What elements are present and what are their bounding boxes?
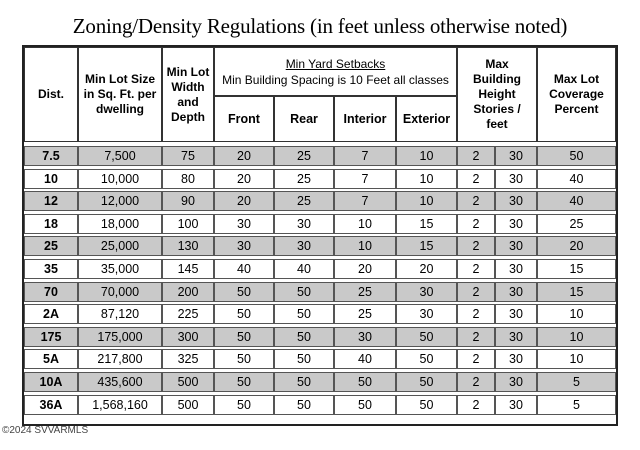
cell-coverage: 15 <box>537 282 616 302</box>
header-rear: Rear <box>274 96 334 142</box>
cell-front: 40 <box>214 259 274 279</box>
cell-interior: 10 <box>334 236 396 256</box>
cell-dist: 2A <box>24 304 78 324</box>
cell-dist: 10A <box>24 372 78 392</box>
cell-rear: 50 <box>274 349 334 369</box>
cell-interior: 7 <box>334 146 396 166</box>
cell-dist: 5A <box>24 349 78 369</box>
cell-dist: 35 <box>24 259 78 279</box>
cell-feet: 30 <box>495 304 537 324</box>
yard-setbacks-title: Min Yard Setbacks <box>285 56 386 71</box>
header-exterior: Exterior <box>396 96 457 142</box>
zoning-table <box>22 45 618 426</box>
cell-dist: 10 <box>24 169 78 189</box>
cell-dist: 25 <box>24 236 78 256</box>
cell-interior: 50 <box>334 395 396 415</box>
cell-width: 300 <box>162 327 214 347</box>
cell-feet: 30 <box>495 327 537 347</box>
cell-front: 20 <box>214 146 274 166</box>
cell-width: 500 <box>162 372 214 392</box>
cell-stories: 2 <box>457 282 495 302</box>
cell-width: 90 <box>162 191 214 211</box>
yard-setbacks-note: Min Building Spacing is 10 Feet all classes <box>222 72 449 87</box>
cell-feet: 30 <box>495 146 537 166</box>
cell-coverage: 5 <box>537 395 616 415</box>
cell-coverage: 10 <box>537 349 616 369</box>
cell-rear: 30 <box>274 236 334 256</box>
cell-width: 145 <box>162 259 214 279</box>
table-row <box>24 190 616 212</box>
cell-front: 50 <box>214 372 274 392</box>
cell-dist: 70 <box>24 282 78 302</box>
copyright-notice: ©2024 SVVARMLS <box>2 425 89 436</box>
table-row <box>24 281 616 303</box>
cell-exterior: 20 <box>396 259 457 279</box>
cell-stories: 2 <box>457 327 495 347</box>
cell-exterior: 50 <box>396 327 457 347</box>
cell-size: 175,000 <box>78 327 162 347</box>
cell-coverage: 10 <box>537 327 616 347</box>
table-row <box>24 303 616 325</box>
cell-interior: 7 <box>334 169 396 189</box>
cell-front: 30 <box>214 236 274 256</box>
cell-dist: 12 <box>24 191 78 211</box>
cell-rear: 25 <box>274 146 334 166</box>
cell-stories: 2 <box>457 395 495 415</box>
table-row <box>24 168 616 190</box>
cell-size: 70,000 <box>78 282 162 302</box>
cell-exterior: 50 <box>396 372 457 392</box>
cell-front: 30 <box>214 214 274 234</box>
cell-size: 18,000 <box>78 214 162 234</box>
cell-coverage: 25 <box>537 214 616 234</box>
cell-size: 35,000 <box>78 259 162 279</box>
cell-coverage: 20 <box>537 236 616 256</box>
cell-feet: 30 <box>495 214 537 234</box>
cell-width: 225 <box>162 304 214 324</box>
cell-feet: 30 <box>495 282 537 302</box>
table-row <box>24 235 616 257</box>
header-yard-setbacks <box>214 47 457 96</box>
cell-size: 7,500 <box>78 146 162 166</box>
cell-rear: 50 <box>274 327 334 347</box>
cell-feet: 30 <box>495 349 537 369</box>
cell-feet: 30 <box>495 372 537 392</box>
cell-dist: 36A <box>24 395 78 415</box>
cell-interior: 30 <box>334 327 396 347</box>
cell-coverage: 5 <box>537 372 616 392</box>
cell-rear: 50 <box>274 372 334 392</box>
cell-stories: 2 <box>457 191 495 211</box>
cell-width: 200 <box>162 282 214 302</box>
cell-size: 1,568,160 <box>78 395 162 415</box>
cell-dist: 175 <box>24 327 78 347</box>
cell-coverage: 15 <box>537 259 616 279</box>
cell-front: 50 <box>214 395 274 415</box>
cell-interior: 25 <box>334 304 396 324</box>
cell-exterior: 50 <box>396 395 457 415</box>
cell-front: 20 <box>214 191 274 211</box>
cell-width: 75 <box>162 146 214 166</box>
cell-rear: 25 <box>274 169 334 189</box>
cell-interior: 50 <box>334 372 396 392</box>
cell-exterior: 10 <box>396 169 457 189</box>
cell-width: 100 <box>162 214 214 234</box>
cell-exterior: 30 <box>396 282 457 302</box>
header-min-lot-size: Min Lot Size in Sq. Ft. per dwelling <box>78 47 162 142</box>
table-row <box>24 213 616 235</box>
cell-size: 10,000 <box>78 169 162 189</box>
table-row <box>24 371 616 393</box>
cell-feet: 30 <box>495 259 537 279</box>
cell-front: 50 <box>214 282 274 302</box>
cell-size: 25,000 <box>78 236 162 256</box>
cell-interior: 10 <box>334 214 396 234</box>
cell-rear: 50 <box>274 304 334 324</box>
cell-stories: 2 <box>457 214 495 234</box>
cell-rear: 40 <box>274 259 334 279</box>
table-row <box>24 258 616 280</box>
cell-width: 500 <box>162 395 214 415</box>
cell-stories: 2 <box>457 349 495 369</box>
header-front: Front <box>214 96 274 142</box>
cell-coverage: 40 <box>537 169 616 189</box>
header-interior: Interior <box>334 96 396 142</box>
cell-rear: 25 <box>274 191 334 211</box>
cell-interior: 20 <box>334 259 396 279</box>
table-row <box>24 145 616 167</box>
cell-stories: 2 <box>457 169 495 189</box>
cell-front: 50 <box>214 327 274 347</box>
table-row <box>24 394 616 416</box>
cell-size: 217,800 <box>78 349 162 369</box>
header-max-height: Max Building Height Stories / feet <box>457 47 537 142</box>
cell-feet: 30 <box>495 169 537 189</box>
cell-exterior: 15 <box>396 214 457 234</box>
cell-interior: 7 <box>334 191 396 211</box>
cell-coverage: 40 <box>537 191 616 211</box>
cell-rear: 50 <box>274 282 334 302</box>
table-row <box>24 326 616 348</box>
cell-exterior: 30 <box>396 304 457 324</box>
header-dist: Dist. <box>24 47 78 142</box>
cell-size: 12,000 <box>78 191 162 211</box>
cell-feet: 30 <box>495 191 537 211</box>
header-min-lot-width: Min Lot Width and Depth <box>162 47 214 142</box>
page-title: Zoning/Density Regulations (in feet unless otherwise noted) <box>72 14 568 38</box>
cell-feet: 30 <box>495 236 537 256</box>
cell-exterior: 10 <box>396 146 457 166</box>
cell-width: 325 <box>162 349 214 369</box>
cell-stories: 2 <box>457 304 495 324</box>
cell-exterior: 50 <box>396 349 457 369</box>
table-row <box>24 348 616 370</box>
cell-size: 87,120 <box>78 304 162 324</box>
cell-exterior: 10 <box>396 191 457 211</box>
cell-front: 50 <box>214 349 274 369</box>
cell-stories: 2 <box>457 259 495 279</box>
cell-stories: 2 <box>457 372 495 392</box>
cell-stories: 2 <box>457 146 495 166</box>
cell-front: 20 <box>214 169 274 189</box>
cell-width: 80 <box>162 169 214 189</box>
cell-size: 435,600 <box>78 372 162 392</box>
cell-dist: 7.5 <box>24 146 78 166</box>
cell-coverage: 10 <box>537 304 616 324</box>
cell-rear: 30 <box>274 214 334 234</box>
cell-interior: 40 <box>334 349 396 369</box>
cell-dist: 18 <box>24 214 78 234</box>
cell-front: 50 <box>214 304 274 324</box>
cell-width: 130 <box>162 236 214 256</box>
header-max-coverage: Max Lot Coverage Percent <box>537 47 616 142</box>
cell-rear: 50 <box>274 395 334 415</box>
cell-interior: 25 <box>334 282 396 302</box>
cell-coverage: 50 <box>537 146 616 166</box>
cell-feet: 30 <box>495 395 537 415</box>
cell-stories: 2 <box>457 236 495 256</box>
cell-exterior: 15 <box>396 236 457 256</box>
